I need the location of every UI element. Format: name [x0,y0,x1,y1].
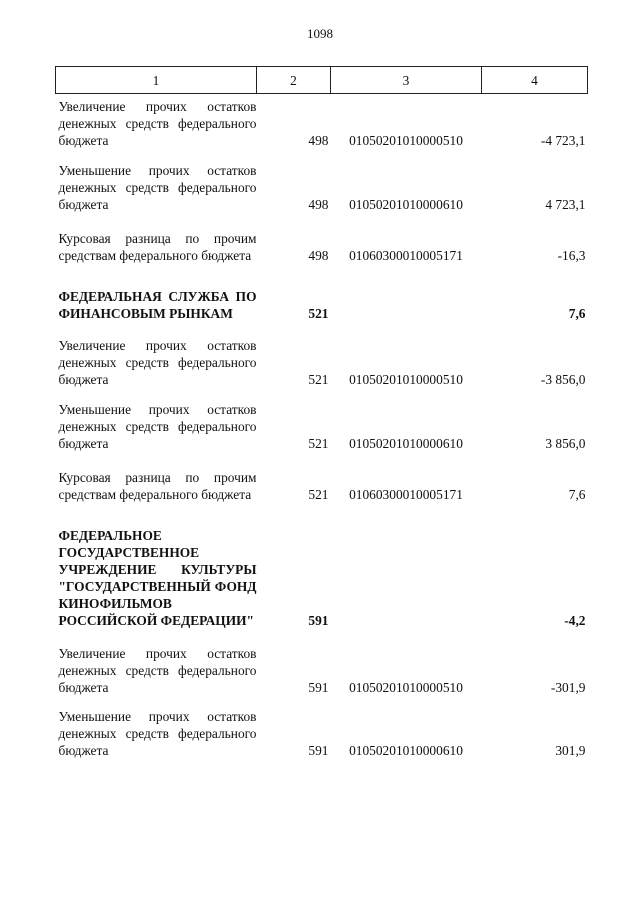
row-spacer [56,452,588,469]
row-amount-cell: -4,2 [564,613,586,628]
row-admin-code-cell: 591 [308,613,329,628]
row-classification-code-cell [331,288,482,322]
row-amount-cell: -3 856,0 [540,372,586,387]
table-row [56,469,588,503]
row-name-cell: Курсовая разница по прочим средствам федерального бюджета [58,470,257,502]
row-amount-cell: 7,6 [568,487,586,502]
row-admin-code-cell: 521 [308,372,329,387]
row-spacer [56,322,588,337]
row-spacer [56,149,588,162]
row-classification-code-cell: 01050201010000610 [349,197,463,212]
row-amount-cell: 301,9 [555,743,586,758]
row-name-cell: Увеличение прочих остатков денежных средств федерального бюджета [58,338,257,387]
column-header-3: 3 [331,67,482,94]
table-row [56,230,588,264]
page-number: 1098 [307,26,333,41]
row-name-cell: Увеличение прочих остатков денежных средств федерального бюджета [58,646,257,695]
row-spacer [56,264,588,288]
column-header-4: 4 [482,67,588,94]
table-body [56,94,588,772]
row-classification-code-cell: 01050201010000610 [349,743,463,758]
row-admin-code-cell: 591 [308,680,329,695]
row-amount-cell: -16,3 [557,248,586,263]
row-amount-cell: -301,9 [550,680,586,695]
row-admin-code-cell: 591 [308,743,329,758]
row-admin-code-cell: 521 [308,306,329,321]
row-name-cell: Курсовая разница по прочим средствам федерального бюджета [58,231,257,263]
row-classification-code-cell: 01060300010005171 [349,248,463,263]
row-admin-code-cell: 521 [308,436,329,451]
table-row [56,708,588,759]
row-classification-code-cell: 01050201010000510 [349,680,463,695]
row-classification-code-cell: 01050201010000510 [349,133,463,148]
row-name-cell: Уменьшение прочих остатков денежных средств федерального бюджета [58,402,257,451]
row-spacer [56,388,588,401]
table-row [56,98,588,149]
row-spacer [56,696,588,708]
row-admin-code-cell: 498 [308,197,329,212]
column-header-1: 1 [56,67,257,94]
row-spacer [56,503,588,527]
row-spacer [56,759,588,771]
row-name-cell: Увеличение прочих остатков денежных средств федерального бюджета [58,99,257,148]
row-name-cell: ФЕДЕРАЛЬНОЕ ГОСУДАРСТВЕННОЕ УЧРЕЖДЕНИЕ КУЛЬТУРЫ "ГОСУДАРСТВЕННЫЙ ФОНД КИНОФИЛЬМОВ РОССИЙСКОЙ ФЕДЕРАЦИИ" [58,528,257,628]
table-row [56,645,588,696]
row-admin-code-cell: 498 [308,248,329,263]
table-row [56,337,588,388]
budget-table [55,66,588,771]
section-header-row [56,288,588,322]
row-name-cell: ФЕДЕРАЛЬНАЯ СЛУЖБА ПО ФИНАНСОВЫМ РЫНКАМ [58,289,257,321]
row-classification-code-cell: 01050201010000510 [349,372,463,387]
row-amount-cell: -4 723,1 [540,133,586,148]
row-spacer [56,213,588,230]
section-header-row [56,527,588,629]
row-amount-cell: 3 856,0 [545,436,586,451]
table-row [56,401,588,452]
row-amount-cell: 4 723,1 [545,197,586,212]
row-name-cell: Уменьшение прочих остатков денежных средств федерального бюджета [58,709,257,758]
table-row [56,162,588,213]
row-classification-code-cell: 01060300010005171 [349,487,463,502]
row-amount-cell: 7,6 [568,306,586,321]
row-name-cell: Уменьшение прочих остатков денежных средств федерального бюджета [58,163,257,212]
table-header-row [56,67,588,94]
row-admin-code-cell: 521 [308,487,329,502]
row-admin-code-cell: 498 [308,133,329,148]
column-header-2: 2 [257,67,331,94]
row-classification-code-cell [331,527,482,629]
row-spacer [56,629,588,645]
row-classification-code-cell: 01050201010000610 [349,436,463,451]
